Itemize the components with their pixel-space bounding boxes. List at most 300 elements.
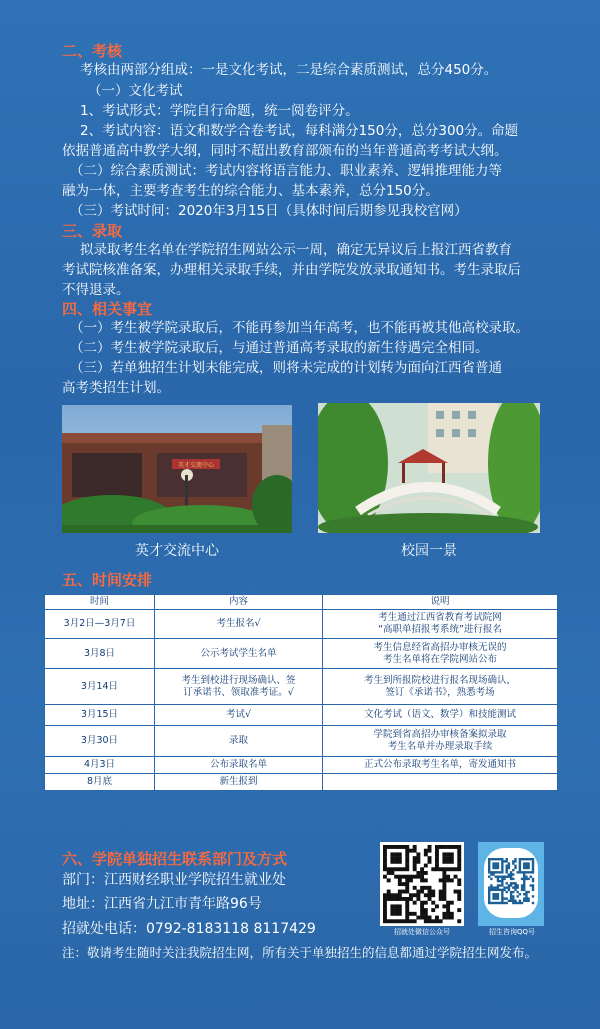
qr-module xyxy=(416,893,420,897)
qr-module xyxy=(501,860,503,862)
qr-module xyxy=(519,869,521,871)
qr-module xyxy=(383,845,387,849)
qr-module xyxy=(510,891,512,893)
qr-module xyxy=(514,900,516,902)
matters-line: （二）考生被学院录取后，与通过普通高考录取的新生待遇完全相同。 xyxy=(70,340,489,356)
qr-module xyxy=(398,890,402,894)
qr-module xyxy=(394,860,398,864)
qr-module xyxy=(405,904,409,908)
qr-module xyxy=(428,890,432,894)
qr-module xyxy=(416,860,420,864)
cell-note: 正式公布录取考生名单，寄发通知书 xyxy=(323,757,558,774)
qr-module xyxy=(387,867,391,871)
qr-module xyxy=(501,869,503,871)
qr-module xyxy=(446,875,450,879)
qr-module xyxy=(431,893,435,897)
qr-module xyxy=(492,867,494,869)
qr-module xyxy=(424,878,428,882)
qr-module xyxy=(446,912,450,916)
qr-module xyxy=(420,871,424,875)
qr-module xyxy=(394,919,398,923)
qr-module xyxy=(527,891,529,893)
qr-module xyxy=(527,862,529,864)
qr-module xyxy=(446,845,450,849)
qr-module xyxy=(398,852,402,856)
qr-module xyxy=(532,884,534,886)
admission-heading: 三、录取 xyxy=(62,222,123,240)
qr-module xyxy=(512,873,514,875)
qr-module xyxy=(398,860,402,864)
qr-module xyxy=(499,889,501,891)
qr-module xyxy=(512,900,514,902)
qr-module xyxy=(398,908,402,912)
qr-module xyxy=(398,882,402,886)
qr-module xyxy=(514,867,516,869)
qr-module xyxy=(512,878,514,880)
qr-module xyxy=(402,890,406,894)
qr-module xyxy=(490,902,492,904)
qr-module xyxy=(521,858,523,860)
qr-module xyxy=(497,889,499,891)
qr-module xyxy=(492,893,494,895)
qr-module xyxy=(497,886,499,888)
exam-line: （二）综合素质测试：考试内容将语言能力、职业素养、逻辑推理能力等 xyxy=(70,163,502,179)
qr-module xyxy=(383,860,387,864)
qr-module xyxy=(424,871,428,875)
qr-module xyxy=(497,880,499,882)
qr-module xyxy=(416,916,420,920)
right-photo-caption: 校园一景 xyxy=(401,543,457,559)
qr-module xyxy=(506,902,508,904)
qr-module xyxy=(439,878,443,882)
qr-module xyxy=(523,873,525,875)
qr-module xyxy=(428,897,432,901)
qr-left-label: 招就处微信公众号 xyxy=(394,928,450,936)
column-header-note: 说明 xyxy=(323,595,558,610)
qr-module xyxy=(495,865,497,867)
qr-module xyxy=(413,856,417,860)
qr-module xyxy=(387,893,391,897)
qr-module xyxy=(405,878,409,882)
qr-module xyxy=(488,893,490,895)
qr-module xyxy=(394,908,398,912)
exam-heading: 二、考核 xyxy=(62,42,123,60)
qr-module xyxy=(488,876,490,878)
qr-module xyxy=(420,890,424,894)
qr-module xyxy=(488,902,490,904)
qr-module xyxy=(442,897,446,901)
qr-module xyxy=(516,895,518,897)
qr-module xyxy=(420,912,424,916)
qr-module xyxy=(508,867,510,869)
qr-module xyxy=(488,900,490,902)
qr-module xyxy=(390,867,394,871)
exam-line: 考核由两部分组成：一是文化考试，二是综合素质测试，总分450分。 xyxy=(80,62,498,78)
qr-module xyxy=(523,865,525,867)
qr-module xyxy=(499,876,501,878)
qr-module xyxy=(450,845,454,849)
qr-module xyxy=(514,858,516,860)
qr-module xyxy=(506,876,508,878)
qr-module xyxy=(383,852,387,856)
qr-module xyxy=(532,886,534,888)
qr-module xyxy=(532,858,534,860)
qr-module xyxy=(501,876,503,878)
qr-module xyxy=(454,845,458,849)
qr-module xyxy=(450,856,454,860)
qr-module xyxy=(506,871,508,873)
qr-module xyxy=(521,871,523,873)
qr-module xyxy=(508,900,510,902)
qr-module xyxy=(424,893,428,897)
qr-module xyxy=(497,876,499,878)
qr-module xyxy=(523,867,525,869)
qr-module xyxy=(405,908,409,912)
qr-module xyxy=(497,862,499,864)
qr-module xyxy=(495,893,497,895)
qr-module xyxy=(450,878,454,882)
qr-module xyxy=(501,893,503,895)
cell-time: 4月3日 xyxy=(45,757,155,774)
qr-module xyxy=(420,908,424,912)
qr-module xyxy=(503,902,505,904)
qr-module xyxy=(390,860,394,864)
qr-module xyxy=(519,860,521,862)
qr-module xyxy=(405,852,409,856)
qr-module xyxy=(495,867,497,869)
qr-module xyxy=(420,916,424,920)
cell-note: 文化考试（语文、数学）和技能测试 xyxy=(323,705,558,726)
qr-module xyxy=(387,919,391,923)
qr-module xyxy=(398,878,402,882)
qr-module xyxy=(519,900,521,902)
qr-module xyxy=(495,871,497,873)
qr-module xyxy=(514,889,516,891)
qr-module xyxy=(439,893,443,897)
qr-module xyxy=(525,858,527,860)
qr-module xyxy=(424,849,428,853)
qr-module xyxy=(497,902,499,904)
qr-module xyxy=(503,860,505,862)
cell-content: 考生到校进行现场确认、签 订承诺书、领取准考证。√ xyxy=(155,669,323,705)
qr-module xyxy=(488,867,490,869)
qr-module xyxy=(525,862,527,864)
qr-module xyxy=(516,886,518,888)
qr-module xyxy=(413,875,417,879)
admission-line: 不得退录。 xyxy=(62,282,130,298)
qr-module xyxy=(508,886,510,888)
qr-module xyxy=(409,897,413,901)
qr-module xyxy=(516,871,518,873)
qr-module xyxy=(501,902,503,904)
qr-module xyxy=(383,897,387,901)
qr-module xyxy=(442,852,446,856)
cell-note: 考生通过江西省教育考试院网 “高职单招报考系统”进行报名 xyxy=(323,610,558,639)
qr-module xyxy=(394,856,398,860)
qq-qr-code xyxy=(478,842,544,926)
qr-module xyxy=(521,886,523,888)
qr-module xyxy=(405,886,409,890)
qr-module xyxy=(387,871,391,875)
qr-module xyxy=(495,902,497,904)
cell-time: 8月底 xyxy=(45,774,155,791)
cell-note: 学院到省高招办审核备案拟录取 考生名单并办理录取手续 xyxy=(323,726,558,757)
exchange-center-photo xyxy=(62,405,292,533)
qr-module xyxy=(492,873,494,875)
qr-module xyxy=(394,904,398,908)
qr-module xyxy=(532,871,534,873)
qr-module xyxy=(519,893,521,895)
qr-module xyxy=(490,884,492,886)
exam-line: （三）考试时间：2020年3月15日（具体时间后期参见我校官网） xyxy=(70,203,468,219)
qr-module xyxy=(394,852,398,856)
qr-module xyxy=(405,856,409,860)
qr-module xyxy=(420,878,424,882)
qr-module xyxy=(413,912,417,916)
qr-module xyxy=(402,845,406,849)
qr-module xyxy=(521,889,523,891)
qr-module xyxy=(497,897,499,899)
qr-module xyxy=(413,886,417,890)
qr-module xyxy=(525,900,527,902)
qr-module xyxy=(446,856,450,860)
qr-module xyxy=(497,871,499,873)
qr-module xyxy=(394,875,398,879)
qr-module xyxy=(512,902,514,904)
qr-module xyxy=(446,852,450,856)
qr-module xyxy=(428,845,432,849)
qr-module xyxy=(413,849,417,853)
qr-module xyxy=(424,916,428,920)
qr-module xyxy=(394,845,398,849)
cell-time: 3月2日—3月7日 xyxy=(45,610,155,639)
qr-module xyxy=(390,904,394,908)
qr-module xyxy=(457,856,461,860)
qr-module xyxy=(501,871,503,873)
qr-module xyxy=(530,858,532,860)
qr-module xyxy=(499,884,501,886)
qr-module xyxy=(431,867,435,871)
qr-module xyxy=(405,875,409,879)
admission-line: 拟录取考生名单在学院招生网站公示一周，确定无异议后上报江西省教育 xyxy=(80,242,512,258)
qr-module xyxy=(409,875,413,879)
qr-module xyxy=(492,858,494,860)
qr-module xyxy=(383,908,387,912)
qr-module xyxy=(390,852,394,856)
contact-department: 部门：江西财经职业学院招生就业处 xyxy=(62,872,286,888)
qr-module xyxy=(501,865,503,867)
qr-module xyxy=(416,875,420,879)
qr-module xyxy=(413,860,417,864)
qr-module xyxy=(506,867,508,869)
qr-module xyxy=(424,886,428,890)
qr-module xyxy=(409,893,413,897)
qr-module xyxy=(503,878,505,880)
qr-module xyxy=(454,890,458,894)
exam-line: 2、考试内容：语文和数学合卷考试，每科满分150分，总分300分。命题 xyxy=(80,123,519,139)
campus-scene-photo xyxy=(318,403,540,533)
qr-module xyxy=(398,893,402,897)
schedule-heading: 五、时间安排 xyxy=(62,571,153,589)
qr-module xyxy=(532,878,534,880)
qr-module xyxy=(435,864,439,868)
qr-module xyxy=(402,875,406,879)
qr-module xyxy=(516,902,518,904)
qr-module xyxy=(510,882,512,884)
qr-module xyxy=(387,897,391,901)
qr-module xyxy=(532,865,534,867)
qr-module xyxy=(435,904,439,908)
qr-module xyxy=(519,865,521,867)
qr-module xyxy=(508,873,510,875)
qr-module xyxy=(454,867,458,871)
qr-module xyxy=(527,897,529,899)
qr-module xyxy=(413,864,417,868)
qr-module xyxy=(405,882,409,886)
qr-module xyxy=(503,889,505,891)
qr-module xyxy=(512,860,514,862)
qr-module xyxy=(424,864,428,868)
qr-module xyxy=(506,865,508,867)
qr-module xyxy=(488,886,490,888)
exam-line: 依据普通高中教学大纲，同时不超出教育部颁布的当年普通高考考试大纲。 xyxy=(62,143,508,159)
qr-module xyxy=(488,871,490,873)
qr-module xyxy=(409,878,413,882)
qr-module xyxy=(405,867,409,871)
qr-module xyxy=(416,871,420,875)
qr-module xyxy=(521,878,523,880)
qr-module xyxy=(413,867,417,871)
qr-module xyxy=(525,895,527,897)
qr-module xyxy=(383,919,387,923)
qr-module xyxy=(442,893,446,897)
qr-module xyxy=(420,886,424,890)
qr-module xyxy=(435,856,439,860)
qr-module xyxy=(446,867,450,871)
qr-module xyxy=(530,884,532,886)
qr-module xyxy=(428,916,432,920)
qr-module xyxy=(497,865,499,867)
qr-module xyxy=(519,862,521,864)
qr-module xyxy=(497,893,499,895)
qr-module xyxy=(457,893,461,897)
qr-module xyxy=(495,876,497,878)
qr-module xyxy=(457,867,461,871)
qr-module xyxy=(510,873,512,875)
qr-module xyxy=(439,890,443,894)
qr-module xyxy=(525,876,527,878)
qr-module xyxy=(420,875,424,879)
qr-module xyxy=(519,871,521,873)
qr-module xyxy=(510,895,512,897)
qr-module xyxy=(523,876,525,878)
qr-module xyxy=(457,852,461,856)
qr-module xyxy=(431,908,435,912)
qr-module xyxy=(450,852,454,856)
qr-module xyxy=(413,845,417,849)
qr-module xyxy=(497,878,499,880)
qr-module xyxy=(490,878,492,880)
qr-module xyxy=(532,869,534,871)
qr-module xyxy=(383,849,387,853)
qr-module xyxy=(390,893,394,897)
qr-module xyxy=(512,886,514,888)
qr-module xyxy=(405,919,409,923)
qr-module xyxy=(488,865,490,867)
contact-address: 地址：江西省九江市青年路96号 xyxy=(62,896,262,912)
table-row xyxy=(45,639,558,669)
cell-note xyxy=(323,774,558,791)
matters-line: （三）若单独招生计划未能完成，则将未完成的计划转为面向江西省普通 xyxy=(70,360,502,376)
table-row xyxy=(45,774,558,791)
qr-module xyxy=(405,864,409,868)
qr-module xyxy=(519,858,521,860)
qr-module xyxy=(398,904,402,908)
column-header-content: 内容 xyxy=(155,595,323,610)
qr-module xyxy=(428,860,432,864)
qr-module xyxy=(503,897,505,899)
qr-module xyxy=(492,902,494,904)
qr-module xyxy=(519,902,521,904)
qr-module xyxy=(394,897,398,901)
qr-module xyxy=(514,860,516,862)
qr-module xyxy=(390,908,394,912)
qr-module xyxy=(431,890,435,894)
qr-module xyxy=(521,884,523,886)
qr-module xyxy=(446,916,450,920)
qr-module xyxy=(501,862,503,864)
qr-module xyxy=(442,856,446,860)
qr-module xyxy=(390,912,394,916)
qr-module xyxy=(405,912,409,916)
qr-module xyxy=(506,858,508,860)
qr-module xyxy=(512,882,514,884)
qr-module xyxy=(457,849,461,853)
qr-module xyxy=(439,919,443,923)
qr-module xyxy=(508,889,510,891)
qr-module xyxy=(527,865,529,867)
qr-module xyxy=(446,878,450,882)
qr-module xyxy=(501,878,503,880)
qr-module xyxy=(523,900,525,902)
qr-module xyxy=(439,845,443,849)
qr-module xyxy=(488,860,490,862)
qr-module xyxy=(457,919,461,923)
qr-module xyxy=(416,890,420,894)
qr-module xyxy=(488,858,490,860)
qr-module xyxy=(405,849,409,853)
qr-module xyxy=(523,871,525,873)
qr-module xyxy=(495,889,497,891)
qr-module xyxy=(523,884,525,886)
qr-module xyxy=(439,867,443,871)
qr-module xyxy=(416,856,420,860)
qr-module xyxy=(532,862,534,864)
schedule-table xyxy=(44,594,558,791)
qr-module xyxy=(530,876,532,878)
qr-module xyxy=(428,856,432,860)
qr-module xyxy=(532,895,534,897)
qr-module xyxy=(488,889,490,891)
qr-module xyxy=(492,897,494,899)
qr-module xyxy=(398,856,402,860)
qr-module xyxy=(514,902,516,904)
matters-line: 高考类招生计划。 xyxy=(62,380,170,396)
qr-module xyxy=(390,871,394,875)
qr-module xyxy=(508,884,510,886)
qr-module xyxy=(398,875,402,879)
building-sign: 英才交流中心 xyxy=(177,462,215,469)
